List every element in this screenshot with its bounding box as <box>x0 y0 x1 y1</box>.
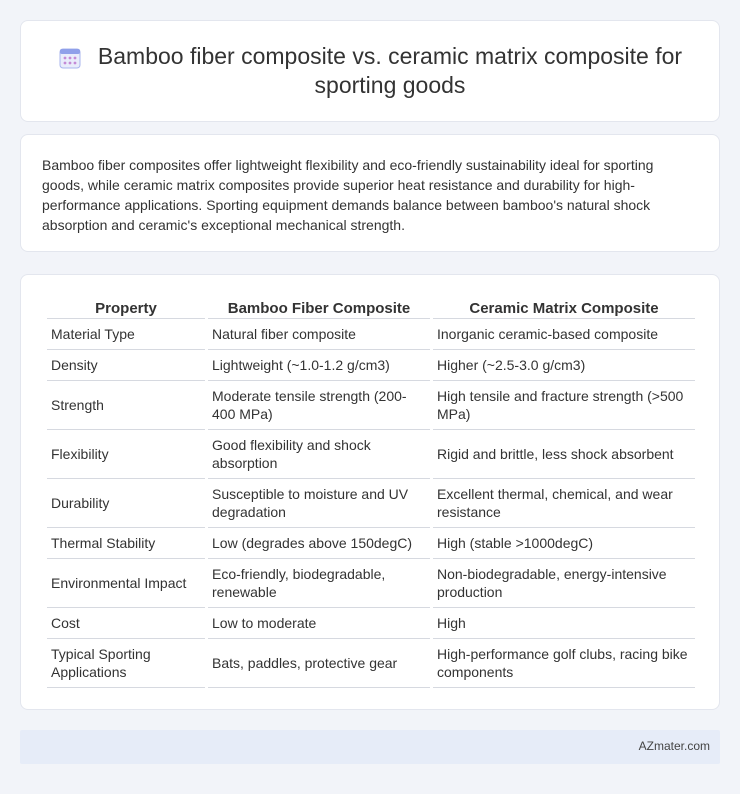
footer-brand: AZmater.com <box>638 739 710 753</box>
bamboo-cell: Moderate tensile strength (200-400 MPa) <box>208 381 430 430</box>
table-row <box>47 381 695 430</box>
page-title: Bamboo fiber composite vs. ceramic matrix composite for sporting goods <box>97 43 683 98</box>
property-cell: Durability <box>47 479 205 528</box>
property-cell: Cost <box>47 608 205 639</box>
ceramic-cell: High-performance golf clubs, racing bike components <box>433 639 695 688</box>
ceramic-cell: Higher (~2.5-3.0 g/cm3) <box>433 350 695 381</box>
ceramic-cell: High <box>433 608 695 639</box>
header-property: Property <box>47 295 205 319</box>
footer-bar <box>20 730 720 764</box>
bamboo-cell: Eco-friendly, biodegradable, renewable <box>208 559 430 608</box>
table-header-row <box>47 295 695 319</box>
property-cell: Density <box>47 350 205 381</box>
bamboo-cell: Low (degrades above 150degC) <box>208 528 430 559</box>
summary-card <box>20 134 720 252</box>
title-card <box>20 20 720 122</box>
bamboo-cell: Susceptible to moisture and UV degradation <box>208 479 430 528</box>
table-row <box>47 639 695 688</box>
property-cell: Material Type <box>47 319 205 350</box>
property-cell: Flexibility <box>47 430 205 479</box>
table-row <box>47 430 695 479</box>
ceramic-cell: High tensile and fracture strength (>500 MPa) <box>433 381 695 430</box>
bamboo-cell: Bats, paddles, protective gear <box>208 639 430 688</box>
bamboo-cell: Natural fiber composite <box>208 319 430 350</box>
ceramic-cell: Non-biodegradable, energy-intensive production <box>433 559 695 608</box>
table-row <box>47 350 695 381</box>
bamboo-cell: Good flexibility and shock absorption <box>208 430 430 479</box>
ceramic-cell: Inorganic ceramic-based composite <box>433 319 695 350</box>
property-cell: Typical Sporting Applications <box>47 639 205 688</box>
ceramic-cell: Excellent thermal, chemical, and wear resistance <box>433 479 695 528</box>
bamboo-cell: Lightweight (~1.0-1.2 g/cm3) <box>208 350 430 381</box>
table-row <box>47 528 695 559</box>
table-row <box>47 559 695 608</box>
table-row <box>47 479 695 528</box>
property-cell: Thermal Stability <box>47 528 205 559</box>
summary-text: Bamboo fiber composites offer lightweight flexibility and eco-friendly sustainability ideal for sporting goods, while ceramic matrix composites provide superior heat resistance and durability for high-performance applications. Sporting equipment demands balance between bamboo's natural shock absorption and ceramic's exceptional mechanical strength. <box>42 157 654 233</box>
table-row <box>47 608 695 639</box>
header-ceramic: Ceramic Matrix Composite <box>433 295 695 319</box>
header-bamboo: Bamboo Fiber Composite <box>208 295 430 319</box>
property-cell: Strength <box>47 381 205 430</box>
comparison-table <box>44 295 698 688</box>
ceramic-cell: Rigid and brittle, less shock absorbent <box>433 430 695 479</box>
table-row <box>47 319 695 350</box>
ceramic-cell: High (stable >1000degC) <box>433 528 695 559</box>
comparison-table-card <box>20 274 720 710</box>
bamboo-cell: Low to moderate <box>208 608 430 639</box>
property-cell: Environmental Impact <box>47 559 205 608</box>
